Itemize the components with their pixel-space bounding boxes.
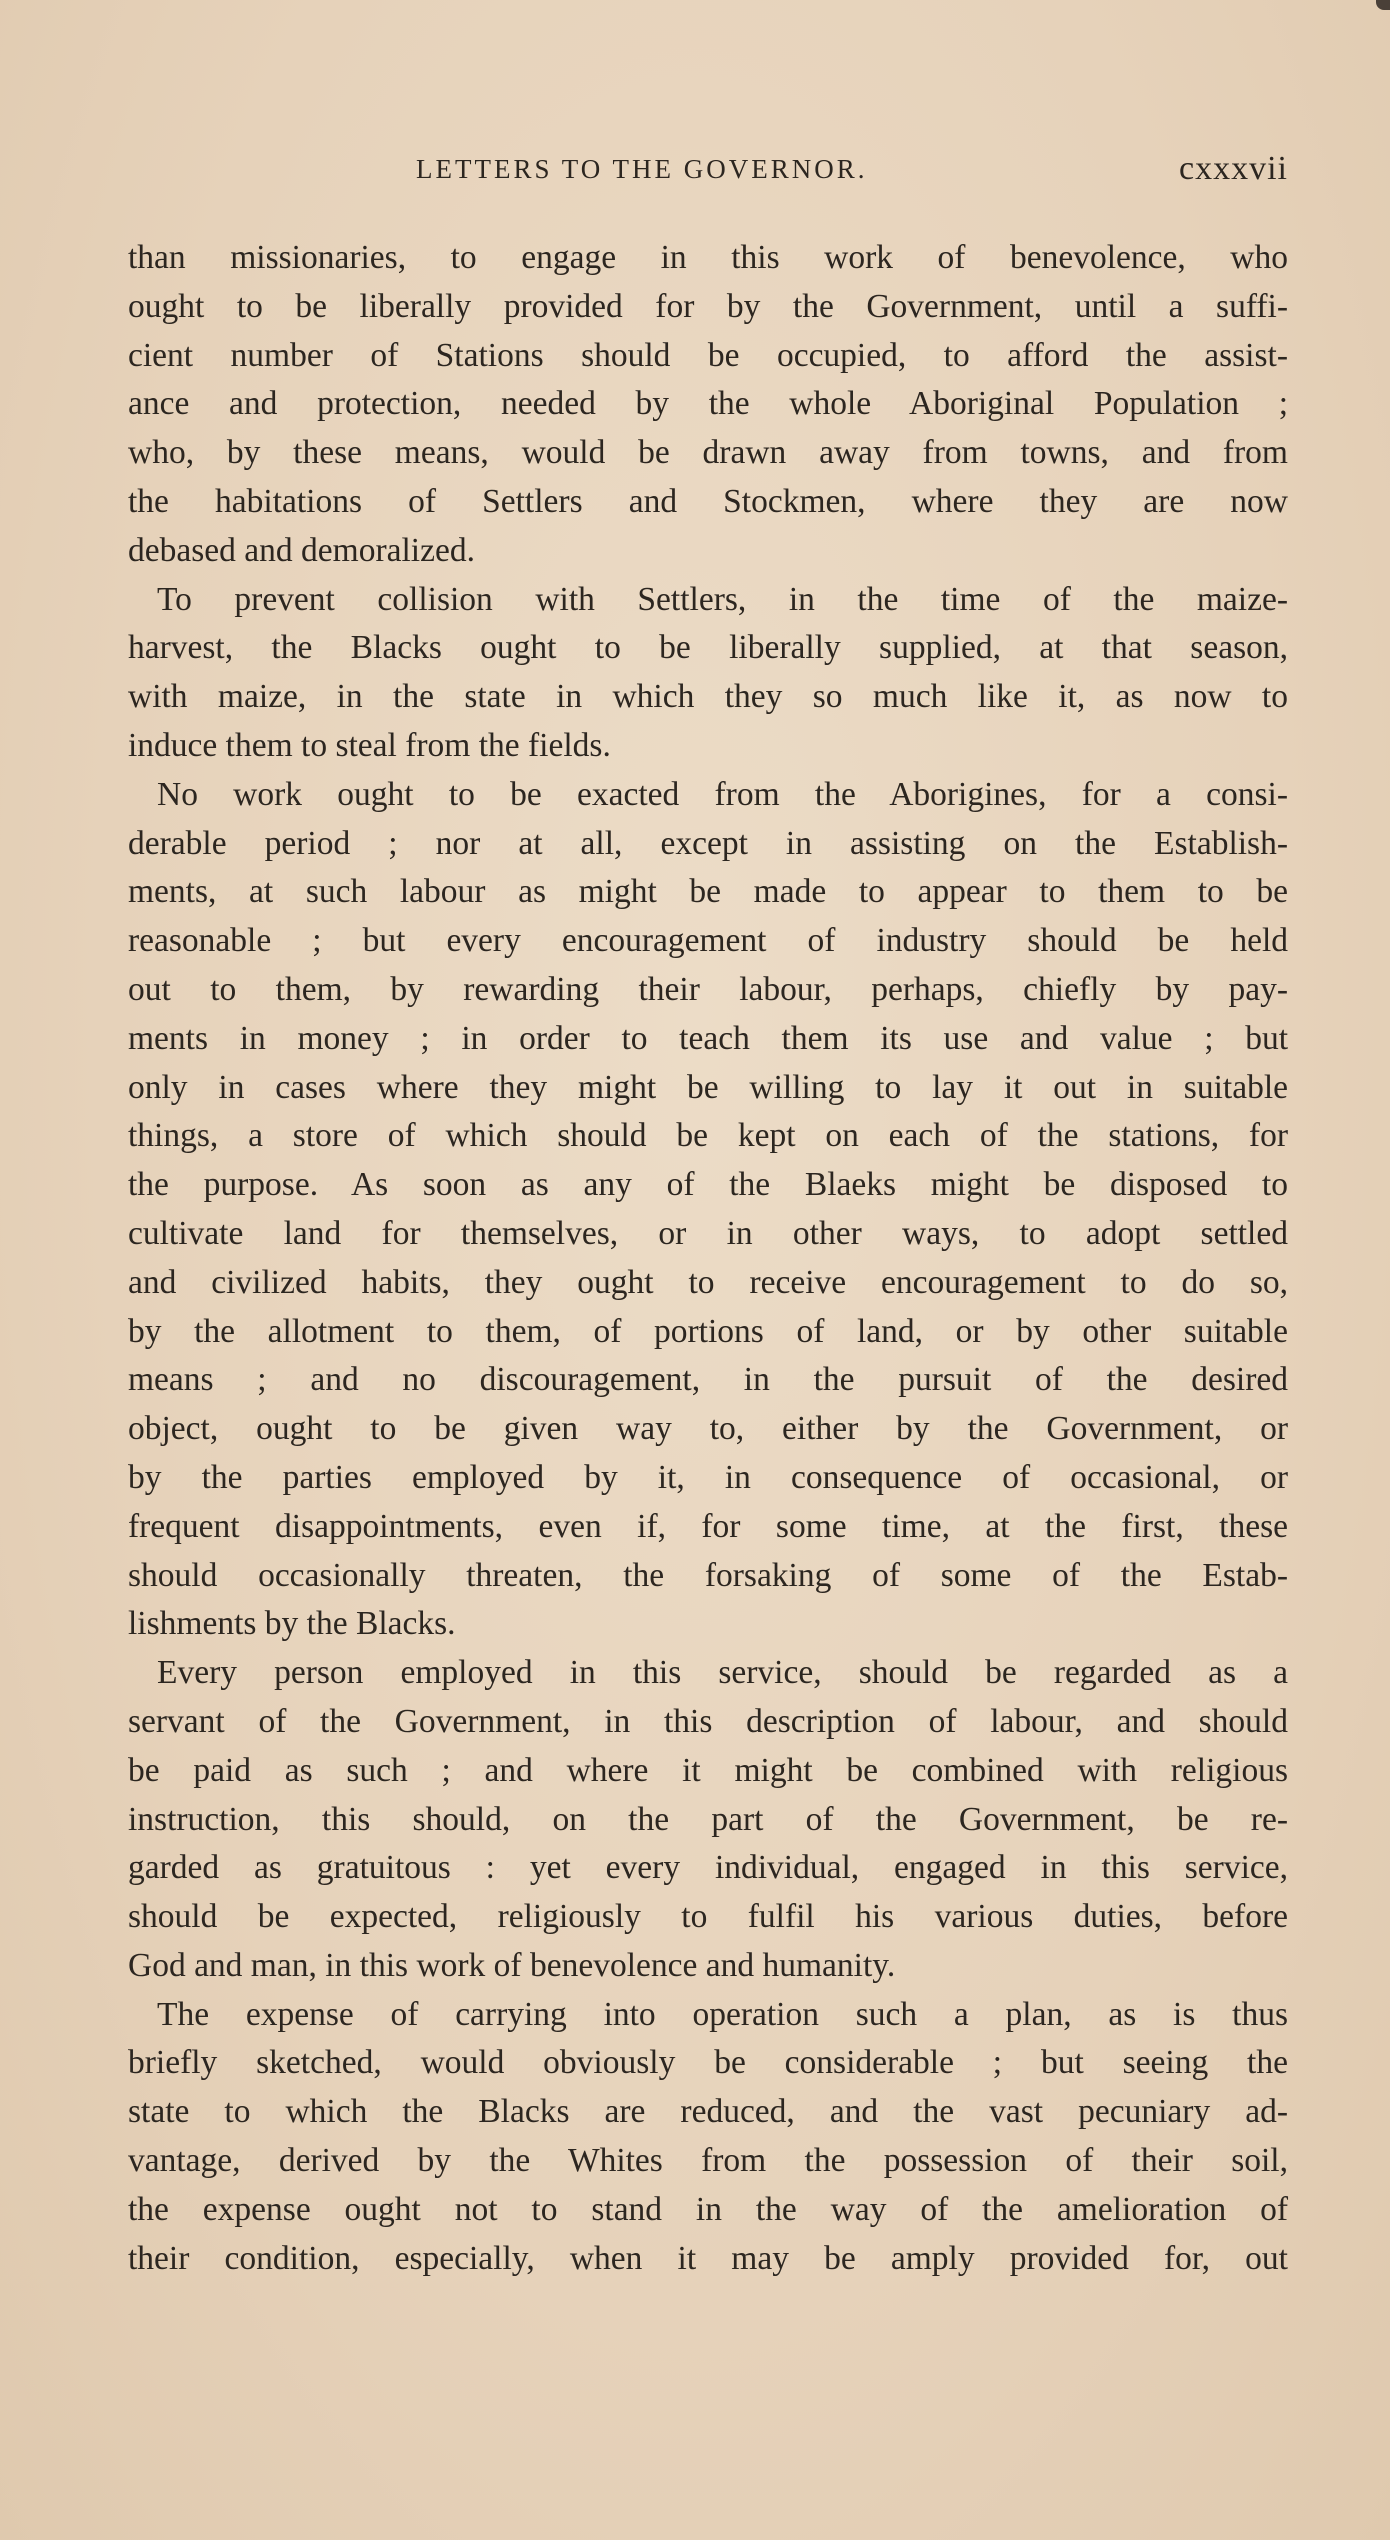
text-line: cultivate land for themselves, or in other ways, to adopt settled (128, 1214, 1288, 1252)
running-title: LETTERS TO THE GOVERNOR. (416, 154, 868, 184)
text-line: by the parties employed by it, in consequence of occasional, or (128, 1458, 1288, 1496)
text-line: things, a store of which should be kept on each of the stations, for (128, 1117, 1288, 1155)
text-line: should occasionally threaten, the forsaking of some of the Estab- (128, 1556, 1288, 1594)
text-line: by the allotment to them, of portions of land, or by other suitable (128, 1312, 1288, 1350)
text-line: induce them to steal from the fields. (128, 726, 611, 764)
body-text (128, 234, 1288, 2283)
text-line: No work ought to be exacted from the Aborigines, for a consi- (157, 775, 1288, 813)
text-line: harvest, the Blacks ought to be liberally supplied, at that season, (128, 629, 1288, 667)
text-line: instruction, this should, on the part of the Government, be re- (128, 1800, 1288, 1838)
text-line: object, ought to be given way to, either by the Government, or (128, 1410, 1288, 1448)
text-line: who, by these means, would be drawn away from towns, and from (128, 434, 1288, 472)
text-line: lishments by the Blacks. (128, 1605, 456, 1643)
text-line: the purpose. As soon as any of the Blaeks might be disposed to (128, 1166, 1288, 1204)
text-line: The expense of carrying into operation such a plan, as is thus (157, 1995, 1288, 2033)
text-line: ance and protection, needed by the whole Aboriginal Population ; (128, 385, 1288, 423)
text-line: should be expected, religiously to fulfil his various duties, before (128, 1898, 1288, 1936)
page-number: cxxxvii (1179, 150, 1288, 187)
text-line: ought to be liberally provided for by the Government, until a suffi- (128, 287, 1288, 325)
text-line: be paid as such ; and where it might be combined with religious (128, 1751, 1288, 1789)
text-line: God and man, in this work of benevolence and humanity. (128, 1946, 896, 1984)
text-line: only in cases where they might be willing to lay it out in suitable (128, 1068, 1288, 1106)
text-line: state to which the Blacks are reduced, and the vast pecuniary ad- (128, 2093, 1288, 2131)
text-line: To prevent collision with Settlers, in the time of the maize- (157, 580, 1288, 618)
text-line: the expense ought not to stand in the way of the amelioration of (128, 2190, 1288, 2228)
text-line: ments in money ; in order to teach them its use and value ; but (128, 1019, 1288, 1057)
text-line: Every person employed in this service, should be regarded as a (157, 1654, 1288, 1692)
text-line: than missionaries, to engage in this work of benevolence, who (128, 239, 1288, 276)
text-line: frequent disappointments, even if, for some time, at the first, these (128, 1507, 1288, 1545)
text-line: with maize, in the state in which they so much like it, as now to (128, 678, 1288, 716)
text-line: reasonable ; but every encouragement of industry should be held (128, 922, 1288, 960)
running-head (128, 150, 1288, 194)
text-line: ments, at such labour as might be made to appear to them to be (128, 873, 1288, 911)
text-line: and civilized habits, they ought to receive encouragement to do so, (128, 1263, 1288, 1301)
text-line: means ; and no discouragement, in the pursuit of the desired (128, 1361, 1288, 1399)
paragraph (128, 771, 1288, 1649)
paragraph (128, 1649, 1288, 1991)
text-line: out to them, by rewarding their labour, perhaps, chiefly by pay- (128, 970, 1288, 1008)
text-line: their condition, especially, when it may be amply provided for, out (128, 2239, 1288, 2277)
paragraph (128, 234, 1288, 576)
text-line: garded as gratuitous : yet every individual, engaged in this service, (128, 1849, 1288, 1887)
text-line: derable period ; nor at all, except in assisting on the Establish- (128, 824, 1288, 862)
text-line: debased and demoralized. (128, 531, 475, 569)
text-line: the habitations of Settlers and Stockmen, where they are now (128, 482, 1288, 520)
page-corner-mark (1376, 0, 1390, 10)
text-line: cient number of Stations should be occupied, to afford the assist- (128, 336, 1288, 374)
text-line: vantage, derived by the Whites from the possession of their soil, (128, 2142, 1288, 2180)
paragraph (128, 576, 1288, 771)
text-line: briefly sketched, would obviously be considerable ; but seeing the (128, 2044, 1288, 2082)
paragraph (128, 1991, 1288, 2284)
text-line: servant of the Government, in this description of labour, and should (128, 1702, 1288, 1740)
